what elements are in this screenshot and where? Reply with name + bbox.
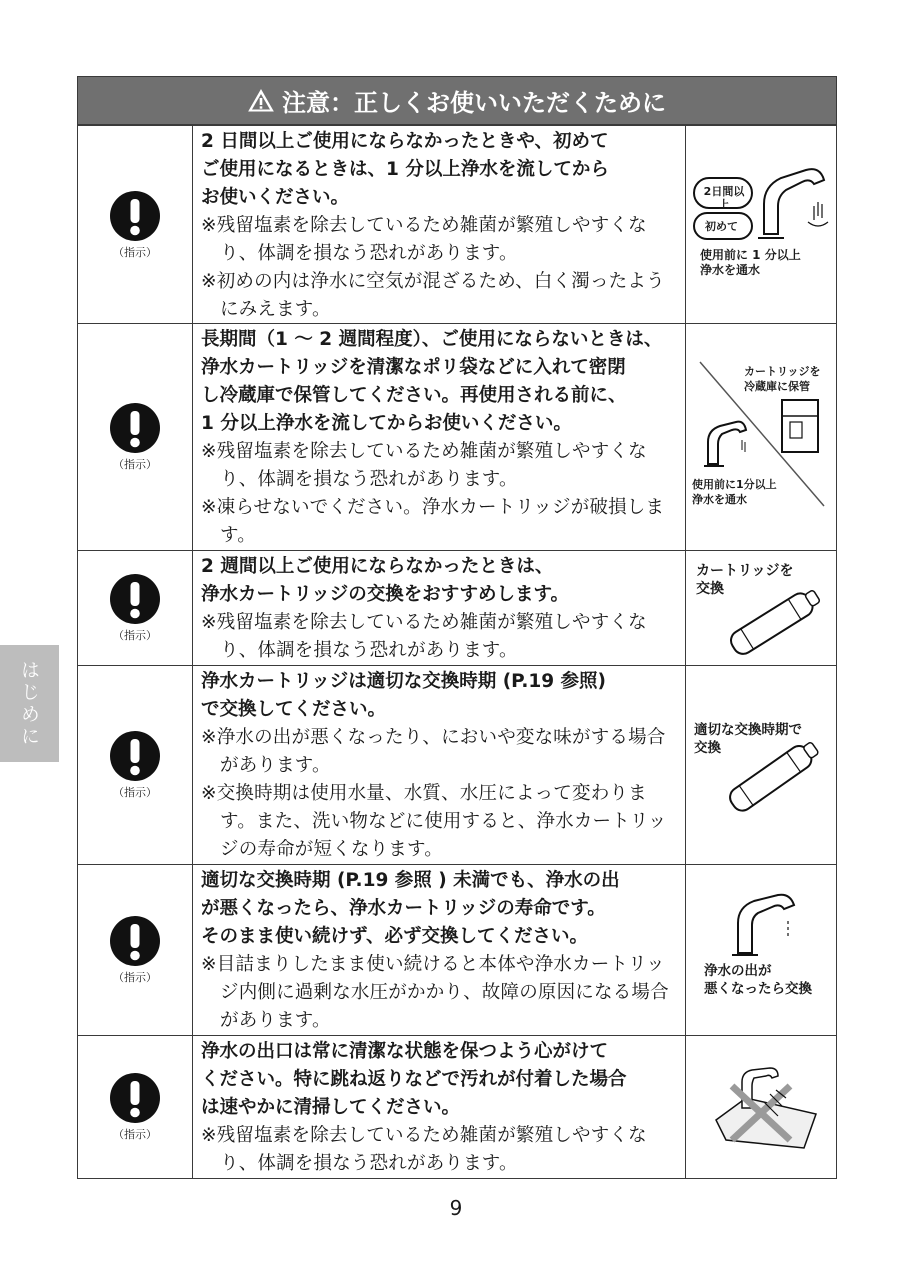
illustration-caption: 使用前に 1 分以上: [700, 248, 801, 262]
bold-line: 2 日間以上ご使用にならなかったときや、初めて: [201, 131, 609, 152]
caution-row-5: [78, 864, 836, 1035]
illustration-caption: 交換: [696, 581, 724, 597]
note: ※初めの内は浄水に空気が混ざるため、白く濁ったようにみえます。: [201, 271, 665, 320]
note: ※残留塩素を除去しているため雑菌が繁殖しやすくなり、体調を損なう恐れがあります。: [201, 612, 647, 661]
illustration-caption: 交換: [694, 740, 721, 756]
illustration-cell: [686, 865, 836, 1035]
caution-title: 注意：正しくお使いいただくために: [282, 89, 666, 117]
illustration-caption: 適切な交換時期で: [694, 722, 802, 738]
exclamation-icon: [109, 730, 161, 782]
illustration-caption: 使用前に1分以上: [692, 478, 777, 491]
instruction-icon-cell: [78, 324, 193, 550]
row-text: [193, 126, 686, 323]
bold-line: 浄水カートリッジは適切な交換時期 (P.19 参照): [201, 671, 606, 692]
instruction-icon-cell: [78, 551, 193, 665]
fridge-faucet-illustration: [686, 324, 836, 551]
bold-line: そのまま使い続けず、必ず交換してください。: [201, 926, 589, 947]
note: ※残留塩素を除去しているため雑菌が繁殖しやすくなり、体調を損なう恐れがあります。: [201, 1125, 647, 1174]
page-number: 9: [449, 1196, 463, 1220]
illustration-caption: カートリッジを: [744, 365, 821, 378]
cartridge-illustration: [686, 666, 836, 865]
bold-line: 適切な交換時期 (P.19 参照 ) 未満でも、浄水の出: [201, 870, 620, 891]
bold-line: 長期間（1 〜 2 週間程度）、ご使用にならないときは、: [201, 329, 663, 350]
instruction-label: （指示）: [113, 1128, 157, 1141]
exclamation-icon: [109, 190, 161, 242]
caution-row-1: [78, 125, 836, 323]
note: ※浄水の出が悪くなったり、においや変な味がする場合があります。: [201, 727, 666, 776]
caution-header: [78, 77, 836, 125]
instruction-icon-cell: [78, 1036, 193, 1178]
section-tab[interactable]: はじめに: [0, 645, 59, 762]
bold-line: は速やかに清掃してください。: [201, 1097, 461, 1118]
illustration-caption: 浄水を通水: [692, 493, 747, 506]
row-text: [193, 1036, 686, 1178]
note: ※目詰まりしたまま使い続けると本体や浄水カートリッジ内側に過剰な水圧がかかり、故障の原因になる場合があります。: [201, 954, 669, 1031]
caution-row-6: [78, 1035, 836, 1178]
instruction-label: （指示）: [113, 458, 157, 471]
caution-row-4: [78, 665, 836, 864]
exclamation-icon: [109, 402, 161, 454]
instruction-label: （指示）: [113, 245, 157, 259]
row-text: [193, 324, 686, 550]
note: ※凍らせないでください。浄水カートリッジが破損します。: [201, 497, 665, 546]
illustration-caption: カートリッジを: [696, 563, 794, 579]
exclamation-icon: [109, 1072, 161, 1124]
illustration-caption: 浄水を通水: [700, 263, 761, 277]
note: ※交換時期は使用水量、水質、水圧によって変わります。また、洗い物などに使用すると、浄水カートリッジの寿命が短くなります。: [201, 783, 667, 860]
bold-line: し冷蔵庫で保管してください。再使用される前に、: [201, 385, 627, 406]
warning-triangle-icon: [248, 89, 274, 112]
instruction-icon-cell: [78, 865, 193, 1035]
bold-line: ご使用になるときは、1 分以上浄水を流してから: [201, 159, 609, 180]
note: ※残留塩素を除去しているため雑菌が繁殖しやすくなり、体調を損なう恐れがあります。: [201, 215, 647, 264]
bold-line: 2 週間以上ご使用にならなかったときは、: [201, 556, 554, 577]
bold-line: 1 分以上浄水を流してからお使いください。: [201, 413, 572, 434]
illustration-caption: 悪くなったら交換: [704, 981, 812, 997]
exclamation-icon: [109, 573, 161, 625]
bold-line: が悪くなったら、浄水カートリッジの寿命です。: [201, 898, 606, 919]
tag-2days: 2日間以上: [703, 185, 745, 211]
instruction-icon-cell: [78, 126, 193, 323]
note: ※残留塩素を除去しているため雑菌が繁殖しやすくなり、体調を損なう恐れがあります。: [201, 441, 647, 490]
bold-line: 浄水カートリッジを清潔なポリ袋などに入れて密閉: [201, 357, 626, 378]
instruction-label: （指示）: [113, 629, 157, 642]
bold-line: 浄水の出口は常に清潔な状態を保つよう心がけて: [201, 1041, 609, 1062]
illustration-cell: [686, 126, 836, 323]
illustration-cell: [686, 1036, 836, 1178]
exclamation-icon: [109, 915, 161, 967]
illustration-cell: [686, 324, 836, 550]
illustration-caption: 浄水の出が: [704, 963, 772, 979]
bold-line: お使いください。: [201, 187, 350, 208]
faucet-illustration: [686, 865, 836, 1036]
bold-line: で交換してください。: [201, 699, 387, 720]
tag-first-time: 初めて: [705, 220, 738, 233]
instruction-label: （指示）: [113, 786, 157, 799]
row-text: [193, 865, 686, 1035]
illustration-caption: 冷蔵庫に保管: [744, 380, 810, 393]
caution-table: [77, 76, 837, 1179]
illustration-cell: [686, 666, 836, 864]
splash-cleaning-illustration: [686, 1036, 836, 1179]
row-text: [193, 551, 686, 665]
instruction-icon-cell: [78, 666, 193, 864]
illustration-cell: [686, 551, 836, 665]
row-text: [193, 666, 686, 864]
caution-row-3: [78, 550, 836, 665]
bold-line: 浄水カートリッジの交換をおすすめします。: [201, 584, 569, 605]
caution-row-2: [78, 323, 836, 550]
instruction-label: （指示）: [113, 971, 157, 984]
bold-line: ください。特に跳ね返りなどで汚れが付着した場合: [201, 1069, 627, 1090]
